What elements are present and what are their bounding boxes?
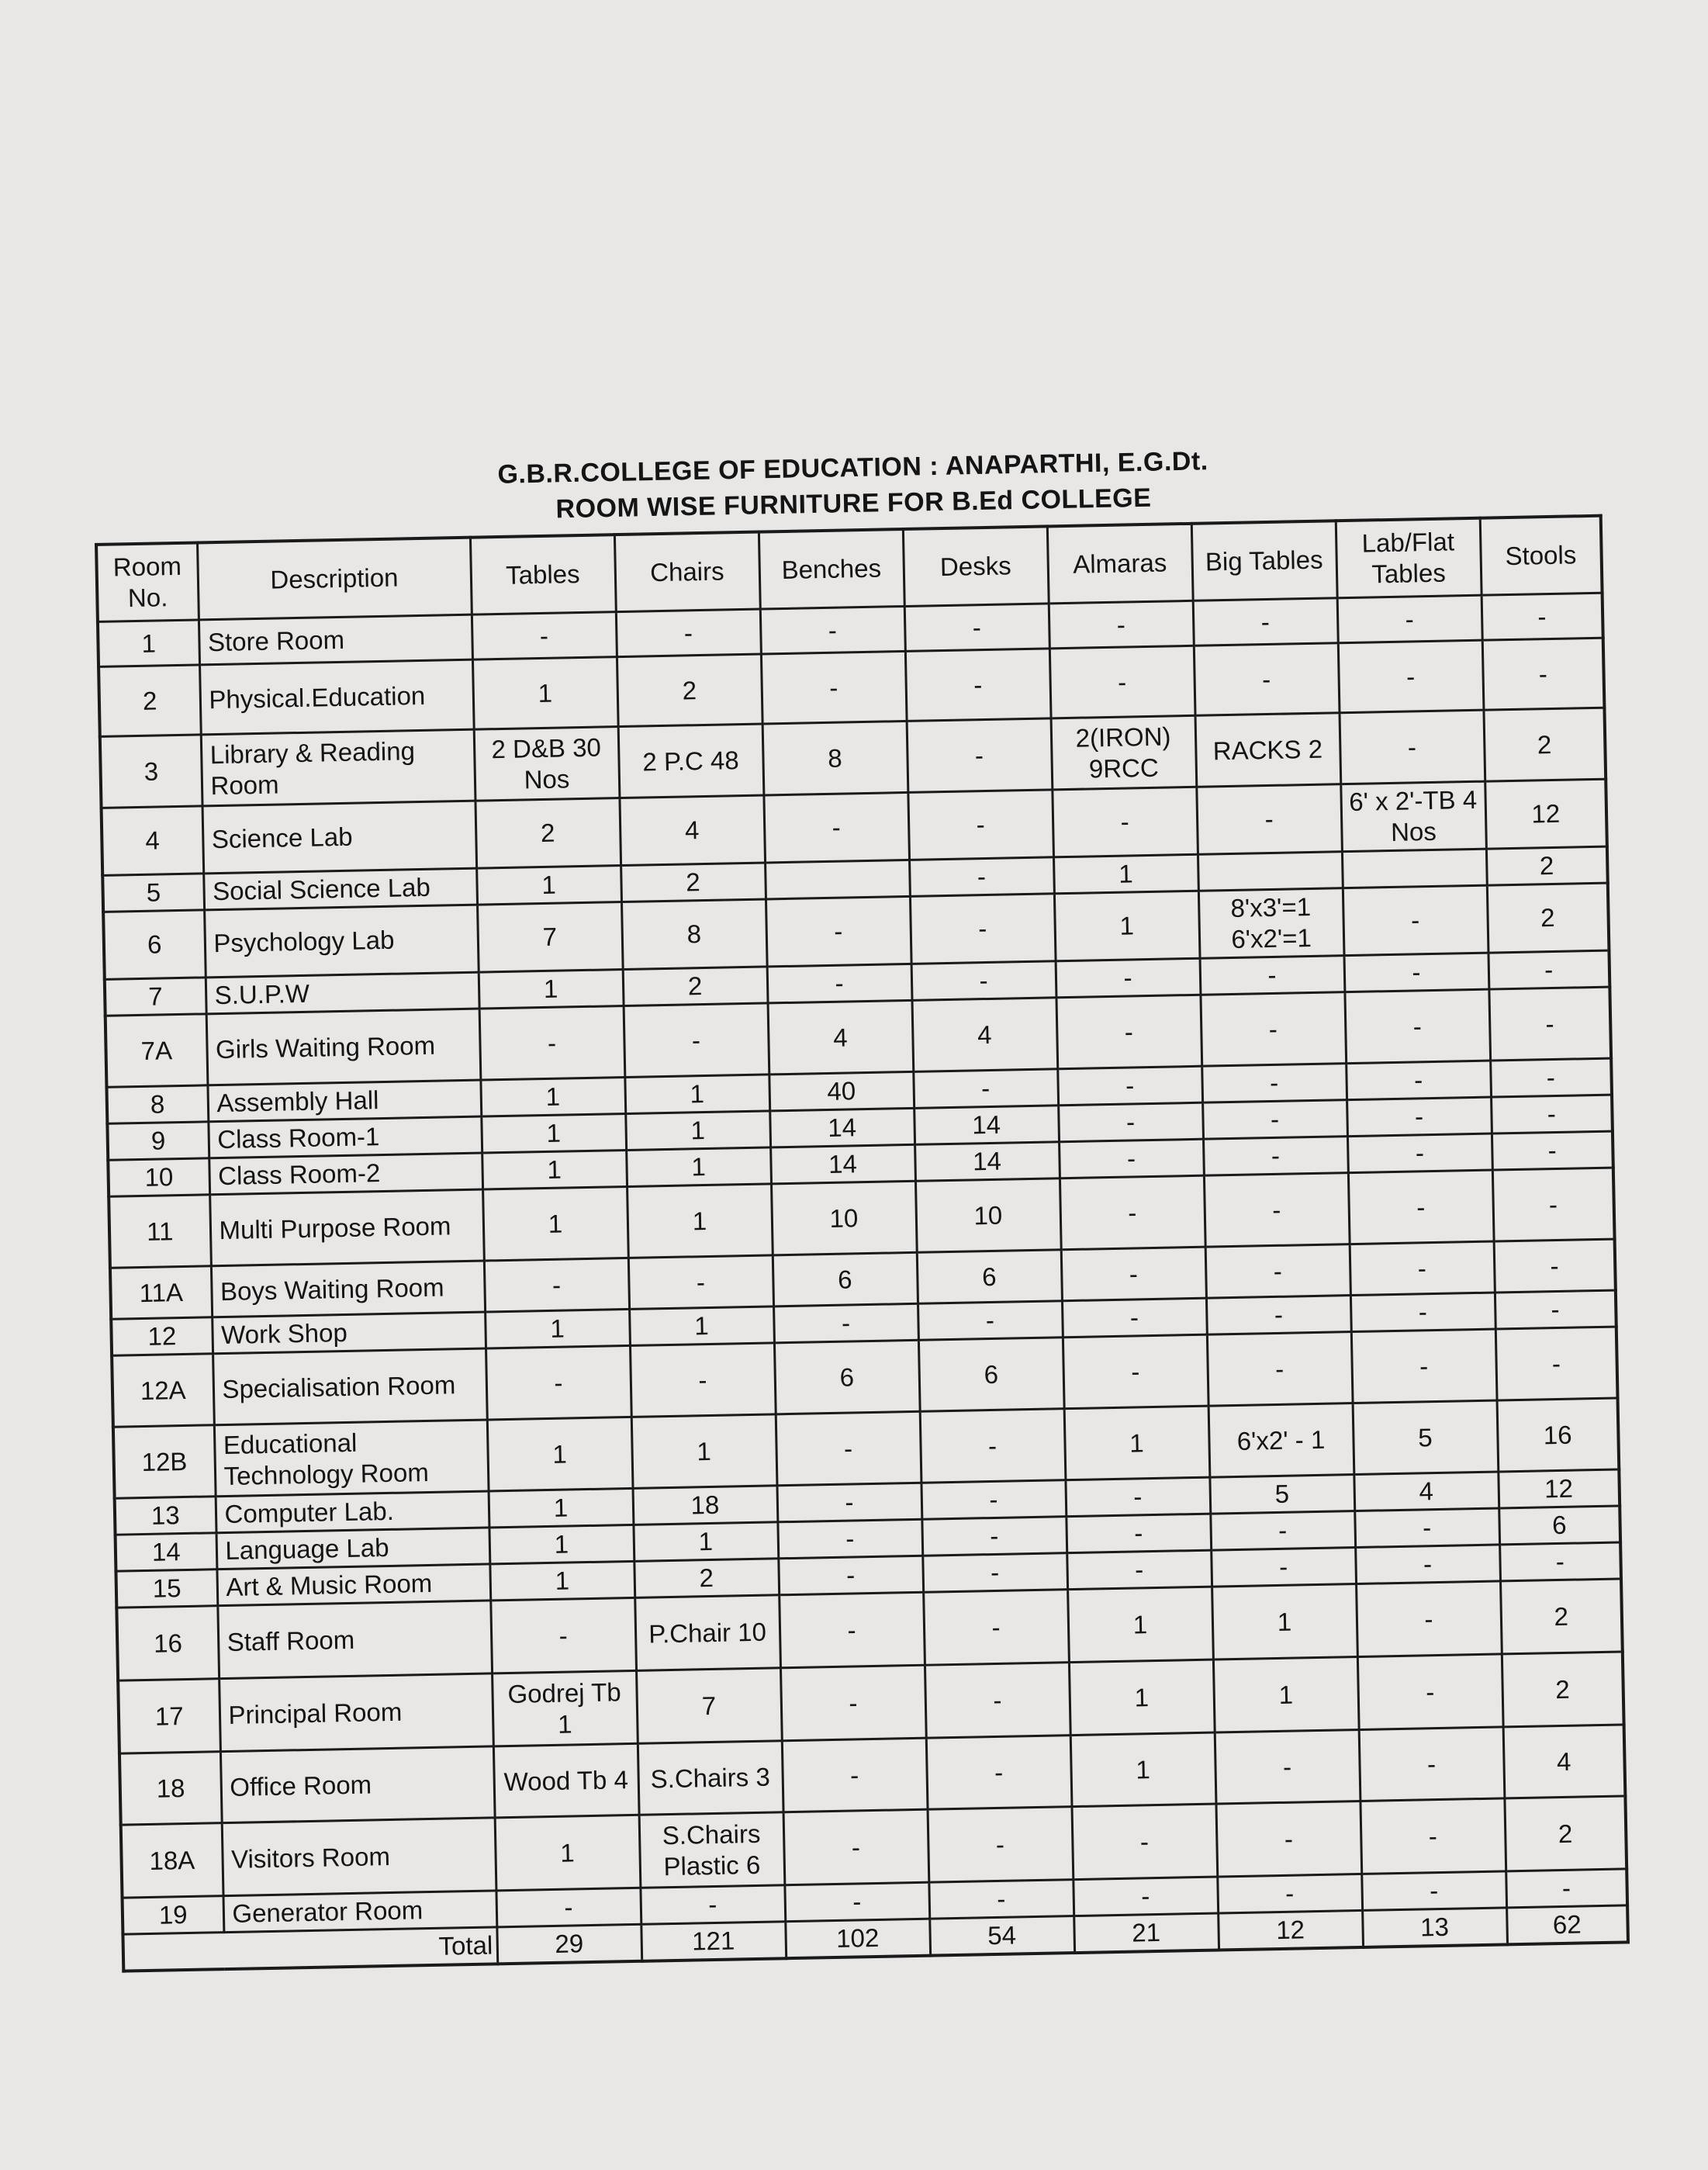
cell-almaras: 1: [1064, 1406, 1210, 1480]
cell-room-no: 12A: [112, 1354, 214, 1427]
furniture-table: [95, 514, 1630, 1973]
cell-big-tables: -: [1200, 992, 1346, 1067]
cell-room-no: 18A: [121, 1823, 223, 1898]
cell-lab-tables: -: [1338, 640, 1484, 713]
cell-benches: -: [778, 1556, 923, 1595]
cell-room-no: 2: [99, 665, 201, 736]
cell-tables: 1: [479, 970, 624, 1009]
cell-chairs: 2: [623, 967, 768, 1006]
cell-room-no: 15: [116, 1570, 217, 1608]
total-benches: 102: [785, 1919, 930, 1958]
cell-chairs: -: [628, 1255, 773, 1310]
cell-stools: -: [1506, 1869, 1627, 1908]
cell-desks: -: [910, 894, 1056, 964]
cell-lab-tables: -: [1356, 1581, 1502, 1657]
cell-desks: -: [918, 1301, 1063, 1341]
cell-almaras: -: [1062, 1298, 1207, 1338]
cell-room-no: 19: [123, 1896, 224, 1934]
cell-description: Class Room-2: [209, 1153, 482, 1195]
cell-room-no: 7A: [105, 1014, 208, 1087]
cell-tables: -: [472, 612, 617, 660]
cell-stools: -: [1490, 1058, 1612, 1097]
cell-tables: 1: [489, 1488, 634, 1528]
cell-desks: -: [921, 1480, 1066, 1520]
cell-chairs: 7: [636, 1668, 782, 1744]
cell-lab-tables: -: [1350, 1293, 1495, 1332]
cell-almaras: -: [1059, 1139, 1204, 1178]
cell-desks: 10: [915, 1178, 1061, 1253]
cell-chairs: S.Chairs Plastic 6: [639, 1812, 785, 1888]
cell-room-no: 1: [98, 620, 199, 666]
cell-desks: -: [907, 718, 1053, 793]
cell-big-tables: -: [1215, 1801, 1361, 1877]
cell-description: Multi Purpose Room: [209, 1189, 484, 1266]
cell-benches: [765, 860, 910, 899]
column-header-tables: Tables: [470, 535, 616, 614]
total-lab-tables: 13: [1362, 1908, 1507, 1947]
column-header-stools: Stools: [1480, 516, 1603, 595]
cell-big-tables: 1: [1212, 1584, 1357, 1660]
cell-chairs: 2 P.C 48: [618, 724, 764, 798]
cell-benches: -: [776, 1483, 921, 1522]
cell-tables: 1: [472, 657, 618, 730]
cell-lab-tables: -: [1351, 1329, 1497, 1403]
cell-stools: 2: [1486, 846, 1608, 885]
cell-big-tables: -: [1215, 1729, 1361, 1804]
cell-lab-tables: -: [1350, 1241, 1495, 1296]
cell-lab-tables: -: [1357, 1654, 1503, 1730]
cell-almaras: 1: [1054, 891, 1200, 961]
cell-room-no: 7: [105, 978, 206, 1016]
cell-benches: 14: [770, 1144, 915, 1184]
cell-room-no: 12: [111, 1317, 213, 1355]
cell-desks: -: [911, 961, 1056, 1001]
cell-desks: -: [928, 1807, 1074, 1883]
cell-description: Boys Waiting Room: [211, 1261, 485, 1317]
cell-stools: 16: [1497, 1398, 1620, 1472]
cell-benches: -: [763, 792, 909, 863]
cell-big-tables: RACKS 2: [1195, 713, 1341, 787]
cell-big-tables: 8'x3'=1 6'x2'=1: [1198, 888, 1344, 959]
total-tables: 29: [496, 1924, 641, 1964]
cell-benches: 4: [768, 1000, 914, 1075]
cell-description: Girls Waiting Room: [206, 1009, 481, 1085]
cell-almaras: -: [1063, 1334, 1208, 1409]
cell-big-tables: -: [1200, 956, 1345, 995]
cell-tables: 2 D&B 30 Nos: [474, 727, 620, 801]
cell-big-tables: -: [1202, 1100, 1347, 1140]
cell-almaras: -: [1066, 1514, 1211, 1553]
cell-big-tables: -: [1211, 1548, 1356, 1587]
cell-description: Visitors Room: [222, 1818, 496, 1896]
cell-lab-tables: -: [1347, 1097, 1492, 1137]
column-header-room-no: Room No.: [96, 542, 199, 621]
cell-chairs: 2: [634, 1559, 779, 1598]
cell-desks: -: [926, 1736, 1072, 1810]
cell-lab-tables: -: [1355, 1545, 1500, 1584]
cell-stools: 12: [1498, 1469, 1620, 1508]
cell-chairs: 1: [631, 1414, 777, 1489]
cell-almaras: -: [1071, 1804, 1217, 1880]
cell-almaras: -: [1049, 600, 1194, 649]
cell-benches: 6: [773, 1252, 918, 1306]
document-subtitle: ROOM WISE FURNITURE FOR B.Ed COLLEGE: [555, 483, 1152, 524]
cell-big-tables: [1198, 852, 1343, 891]
cell-desks: -: [908, 790, 1053, 860]
cell-benches: -: [760, 606, 905, 654]
cell-desks: 6: [917, 1250, 1062, 1304]
cell-stools: -: [1482, 593, 1603, 640]
cell-almaras: -: [1061, 1247, 1206, 1301]
column-header-lab-flat-tables: Lab/Flat Tables: [1336, 518, 1482, 598]
cell-room-no: 17: [118, 1679, 220, 1753]
cell-big-tables: -: [1217, 1874, 1362, 1913]
document-header: [457, 442, 1250, 529]
cell-desks: 4: [912, 998, 1058, 1072]
cell-big-tables: 6'x2' - 1: [1208, 1403, 1354, 1478]
cell-benches: -: [766, 896, 911, 967]
cell-tables: -: [479, 1006, 625, 1081]
cell-desks: -: [909, 857, 1054, 897]
cell-stools: -: [1488, 987, 1611, 1061]
cell-tables: 1: [495, 1815, 641, 1891]
cell-almaras: -: [1065, 1477, 1210, 1517]
cell-stools: -: [1495, 1290, 1616, 1329]
cell-chairs: -: [640, 1885, 785, 1925]
cell-chairs: -: [630, 1343, 776, 1417]
cell-room-no: 11A: [110, 1266, 212, 1319]
cell-tables: 1: [487, 1417, 633, 1491]
cell-benches: -: [784, 1882, 929, 1922]
cell-tables: 1: [480, 1078, 625, 1117]
cell-chairs: -: [616, 609, 761, 657]
cell-lab-tables: -: [1347, 1133, 1492, 1173]
cell-almaras: 2(IRON) 9RCC: [1051, 715, 1197, 790]
cell-big-tables: 1: [1213, 1657, 1359, 1733]
cell-lab-tables: -: [1361, 1871, 1506, 1911]
cell-chairs: 18: [633, 1486, 778, 1525]
cell-desks: -: [928, 1880, 1074, 1919]
cell-room-no: 16: [116, 1606, 219, 1680]
cell-description: Computer Lab.: [216, 1491, 489, 1533]
column-header-chairs: Chairs: [614, 532, 760, 612]
cell-stools: -: [1488, 950, 1609, 989]
column-header-desks: Desks: [903, 526, 1049, 606]
cell-benches: 40: [769, 1071, 914, 1111]
cell-big-tables: -: [1196, 784, 1342, 855]
cell-tables: Godrej Tb 1: [492, 1670, 638, 1746]
cell-room-no: 3: [100, 735, 202, 808]
cell-big-tables: -: [1194, 643, 1340, 716]
cell-tables: 1: [481, 1113, 626, 1153]
cell-benches: -: [761, 651, 907, 724]
cell-description: Class Room-1: [208, 1116, 482, 1158]
cell-chairs: 2: [621, 863, 766, 902]
cell-benches: 6: [774, 1340, 920, 1414]
total-almaras: 21: [1074, 1913, 1219, 1953]
total-desks: 54: [929, 1916, 1074, 1956]
cell-room-no: 14: [116, 1533, 217, 1571]
cell-description: S.U.P.W: [206, 972, 479, 1014]
cell-description: Library & Reading Room: [201, 729, 475, 806]
cell-big-tables: -: [1206, 1296, 1351, 1335]
cell-desks: -: [925, 1663, 1070, 1739]
cell-stools: 12: [1485, 779, 1607, 849]
cell-description: Generator Room: [223, 1891, 497, 1933]
cell-tables: 1: [485, 1309, 630, 1348]
cell-almaras: -: [1049, 645, 1195, 718]
cell-big-tables: -: [1201, 1064, 1347, 1103]
cell-description: Science Lab: [202, 801, 477, 874]
cell-tables: -: [486, 1345, 631, 1420]
cell-lab-tables: -: [1359, 1727, 1505, 1801]
cell-big-tables: -: [1207, 1332, 1353, 1407]
cell-almaras: -: [1073, 1877, 1218, 1916]
cell-big-tables: 5: [1209, 1475, 1354, 1514]
column-header-almaras: Almaras: [1047, 524, 1193, 604]
cell-description: Staff Room: [217, 1601, 492, 1679]
total-stools: 62: [1506, 1905, 1628, 1944]
cell-stools: 2: [1483, 708, 1606, 781]
cell-stools: 2: [1500, 1579, 1623, 1654]
cell-desks: -: [904, 604, 1049, 652]
cell-tables: 1: [482, 1150, 627, 1189]
cell-desks: 6: [918, 1338, 1064, 1412]
cell-lab-tables: 5: [1353, 1400, 1499, 1475]
column-header-big-tables: Big Tables: [1191, 521, 1337, 600]
cell-stools: -: [1495, 1327, 1618, 1400]
cell-stools: 2: [1504, 1796, 1627, 1871]
college-title: G.B.R.COLLEGE OF EDUCATION : ANAPARTHI, E.G.Dt.: [497, 446, 1208, 490]
cell-benches: -: [783, 1809, 929, 1885]
cell-room-no: 11: [109, 1195, 211, 1268]
cell-description: Art & Music Room: [216, 1564, 490, 1606]
cell-lab-tables: [1342, 849, 1487, 888]
cell-desks: 14: [915, 1142, 1060, 1182]
cell-benches: -: [780, 1665, 926, 1741]
furniture-table-container: [95, 514, 1630, 1973]
cell-room-no: 4: [102, 806, 204, 875]
total-chairs: 121: [641, 1922, 786, 1961]
cell-chairs: 1: [625, 1111, 770, 1151]
cell-description: Store Room: [199, 614, 472, 665]
cell-description: Social Science Lab: [203, 868, 477, 910]
cell-chairs: S.Chairs 3: [638, 1741, 783, 1815]
column-header-description: Description: [197, 538, 472, 620]
cell-benches: 10: [771, 1181, 917, 1255]
cell-chairs: 1: [627, 1184, 773, 1258]
cell-description: Physical.Education: [199, 659, 474, 735]
cell-lab-tables: -: [1344, 989, 1490, 1064]
cell-chairs: 4: [619, 795, 765, 866]
cell-chairs: 2: [617, 654, 762, 727]
cell-lab-tables: -: [1339, 710, 1485, 784]
cell-almaras: 1: [1067, 1587, 1213, 1663]
cell-tables: -: [496, 1888, 641, 1927]
cell-benches: -: [782, 1738, 928, 1812]
cell-big-tables: -: [1210, 1511, 1355, 1551]
cell-room-no: 13: [115, 1497, 216, 1535]
cell-tables: -: [490, 1597, 636, 1673]
cell-desks: -: [920, 1409, 1066, 1483]
cell-lab-tables: -: [1344, 953, 1489, 992]
total-label: Total: [123, 1927, 497, 1971]
cell-room-no: 8: [106, 1085, 208, 1123]
cell-lab-tables: -: [1360, 1798, 1506, 1874]
cell-desks: -: [913, 1069, 1058, 1109]
cell-stools: 6: [1499, 1506, 1620, 1545]
cell-room-no: 12B: [113, 1425, 216, 1498]
cell-benches: 8: [762, 721, 908, 795]
cell-tables: 7: [477, 902, 623, 973]
cell-lab-tables: -: [1343, 885, 1488, 956]
cell-almaras: 1: [1053, 854, 1198, 894]
cell-chairs: 1: [626, 1147, 771, 1187]
cell-tables: -: [484, 1258, 629, 1312]
cell-lab-tables: -: [1337, 595, 1482, 643]
cell-tables: 1: [476, 866, 621, 905]
cell-big-tables: -: [1193, 598, 1338, 646]
cell-almaras: -: [1052, 787, 1198, 857]
cell-description: Language Lab: [216, 1528, 490, 1570]
cell-benches: -: [767, 964, 912, 1003]
cell-big-tables: -: [1203, 1137, 1348, 1176]
cell-chairs: 1: [633, 1522, 778, 1562]
cell-chairs: 1: [624, 1075, 769, 1114]
cell-lab-tables: -: [1346, 1061, 1491, 1100]
cell-benches: -: [779, 1592, 925, 1668]
total-big-tables: 12: [1218, 1910, 1363, 1950]
cell-big-tables: -: [1205, 1244, 1350, 1299]
cell-big-tables: -: [1204, 1173, 1350, 1248]
cell-stools: 2: [1487, 883, 1609, 953]
cell-desks: 14: [914, 1106, 1059, 1145]
cell-benches: 14: [769, 1108, 915, 1147]
cell-almaras: -: [1067, 1550, 1212, 1590]
cell-tables: 1: [489, 1525, 634, 1564]
cell-almaras: -: [1060, 1175, 1205, 1250]
cell-desks: -: [921, 1517, 1067, 1556]
cell-almaras: -: [1056, 958, 1201, 998]
cell-room-no: 5: [102, 874, 204, 912]
cell-almaras: -: [1058, 1102, 1203, 1142]
cell-desks: -: [922, 1553, 1067, 1593]
cell-stools: -: [1494, 1239, 1616, 1293]
cell-description: Assembly Hall: [207, 1080, 481, 1122]
cell-tables: 1: [482, 1186, 628, 1261]
cell-chairs: -: [624, 1003, 769, 1078]
cell-description: Office Room: [220, 1746, 495, 1823]
cell-description: Educational Technology Room: [214, 1420, 489, 1497]
cell-almaras: 1: [1069, 1660, 1215, 1736]
cell-lab-tables: -: [1354, 1508, 1499, 1548]
cell-stools: -: [1491, 1095, 1613, 1133]
cell-description: Principal Room: [219, 1673, 493, 1752]
cell-benches: -: [777, 1519, 922, 1559]
cell-stools: 2: [1502, 1652, 1624, 1727]
cell-stools: -: [1482, 638, 1605, 710]
cell-tables: 2: [475, 798, 621, 869]
column-header-benches: Benches: [759, 529, 904, 609]
cell-description: Specialisation Room: [213, 1348, 487, 1425]
cell-desks: -: [923, 1590, 1069, 1666]
cell-stools: -: [1499, 1542, 1621, 1581]
cell-room-no: 18: [119, 1752, 222, 1825]
cell-lab-tables: 4: [1354, 1472, 1499, 1511]
cell-benches: -: [773, 1303, 918, 1343]
cell-almaras: -: [1056, 995, 1201, 1069]
cell-description: Work Shop: [212, 1312, 486, 1354]
table-body: [98, 593, 1627, 1934]
cell-stools: 4: [1503, 1725, 1626, 1798]
cell-tables: 1: [489, 1561, 634, 1601]
cell-room-no: 10: [108, 1158, 209, 1196]
cell-stools: -: [1492, 1168, 1615, 1241]
cell-description: Psychology Lab: [204, 905, 479, 978]
cell-desks: -: [905, 649, 1051, 722]
cell-benches: -: [776, 1411, 921, 1486]
cell-chairs: 1: [629, 1306, 774, 1346]
cell-room-no: 9: [107, 1122, 209, 1160]
cell-lab-tables: 6' x 2'-TB 4 Nos: [1340, 781, 1486, 852]
cell-stools: -: [1492, 1131, 1613, 1170]
cell-chairs: P.Chair 10: [634, 1595, 780, 1671]
cell-tables: Wood Tb 4: [493, 1743, 639, 1818]
cell-chairs: 8: [621, 899, 767, 970]
cell-almaras: -: [1057, 1066, 1202, 1106]
cell-room-no: 6: [103, 910, 206, 979]
cell-lab-tables: -: [1348, 1170, 1494, 1244]
cell-almaras: 1: [1070, 1732, 1216, 1807]
